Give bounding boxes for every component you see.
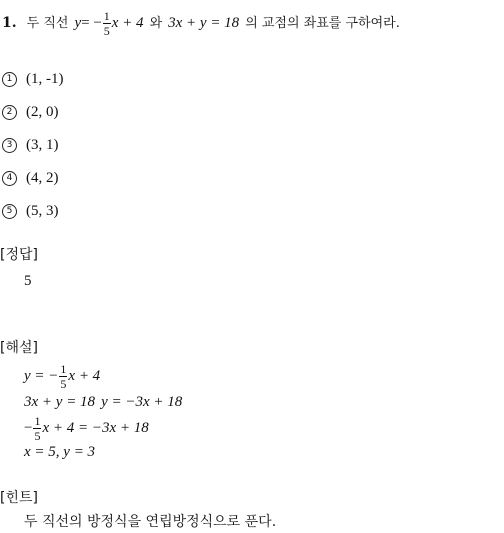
choice-marker: 2	[2, 105, 17, 120]
eq1-eq: = −	[81, 14, 102, 31]
explanation-line3-fraction	[33, 415, 41, 442]
hint-label: [힌트]	[0, 490, 38, 506]
answer-label: [정답]	[0, 247, 38, 263]
question-text-post: 의 교점의 좌표를 구하여라.	[245, 15, 400, 31]
explanation-line-2	[24, 395, 182, 410]
question-conj: 와	[149, 15, 163, 31]
eq1-lhs: y	[74, 14, 82, 31]
choice-4[interactable]	[2, 171, 59, 186]
eq1-fraction	[103, 10, 111, 37]
eq1-frac-den: 5	[103, 23, 110, 38]
explanation-line1-lhs: y = −	[24, 367, 59, 384]
explanation-label: [해설]	[0, 340, 38, 356]
eq1-rest: x + 4	[111, 14, 144, 31]
question-number: 1.	[2, 15, 17, 31]
choice-5[interactable]	[2, 204, 59, 219]
question	[2, 10, 400, 36]
explanation-line-4: x = 5, y = 3	[24, 444, 96, 460]
explanation-line1-fraction	[59, 363, 67, 390]
answer-value: 5	[24, 273, 32, 289]
eq1-frac-num: 1	[103, 8, 110, 23]
explanation-line3-pre: −	[24, 419, 33, 436]
choice-1[interactable]	[2, 72, 64, 87]
explanation-line3-rest: x + 4 = −3x + 18	[42, 419, 149, 436]
explanation-line1-num: 1	[60, 361, 67, 376]
choice-marker: 5	[2, 204, 17, 219]
explanation-line3-den: 5	[34, 428, 41, 443]
choice-marker: 3	[2, 138, 17, 153]
explanation-line3-num: 1	[34, 413, 41, 428]
choice-value: (5, 3)	[26, 203, 59, 219]
explanation-line2a: 3x + y = 18	[24, 394, 96, 410]
choice-3[interactable]	[2, 138, 59, 153]
explanation-line2b: y = −3x + 18	[101, 394, 183, 410]
explanation-line-1	[24, 362, 100, 390]
choice-value: (4, 2)	[26, 170, 59, 186]
choice-value: (3, 1)	[26, 137, 59, 153]
explanation-line-3	[24, 414, 149, 442]
choice-value: (2, 0)	[26, 104, 59, 120]
explanation-line1-rest: x + 4	[68, 367, 101, 384]
choice-marker: 1	[2, 72, 17, 87]
question-text-pre: 두 직선	[26, 15, 69, 31]
choice-marker: 4	[2, 171, 17, 186]
eq2: 3x + y = 18	[168, 14, 240, 31]
explanation-line1-den: 5	[60, 376, 67, 391]
choice-value: (1, -1)	[26, 71, 64, 87]
choice-2[interactable]	[2, 105, 59, 120]
hint-text: 두 직선의 방정식을 연립방정식으로 푼다.	[24, 514, 277, 530]
